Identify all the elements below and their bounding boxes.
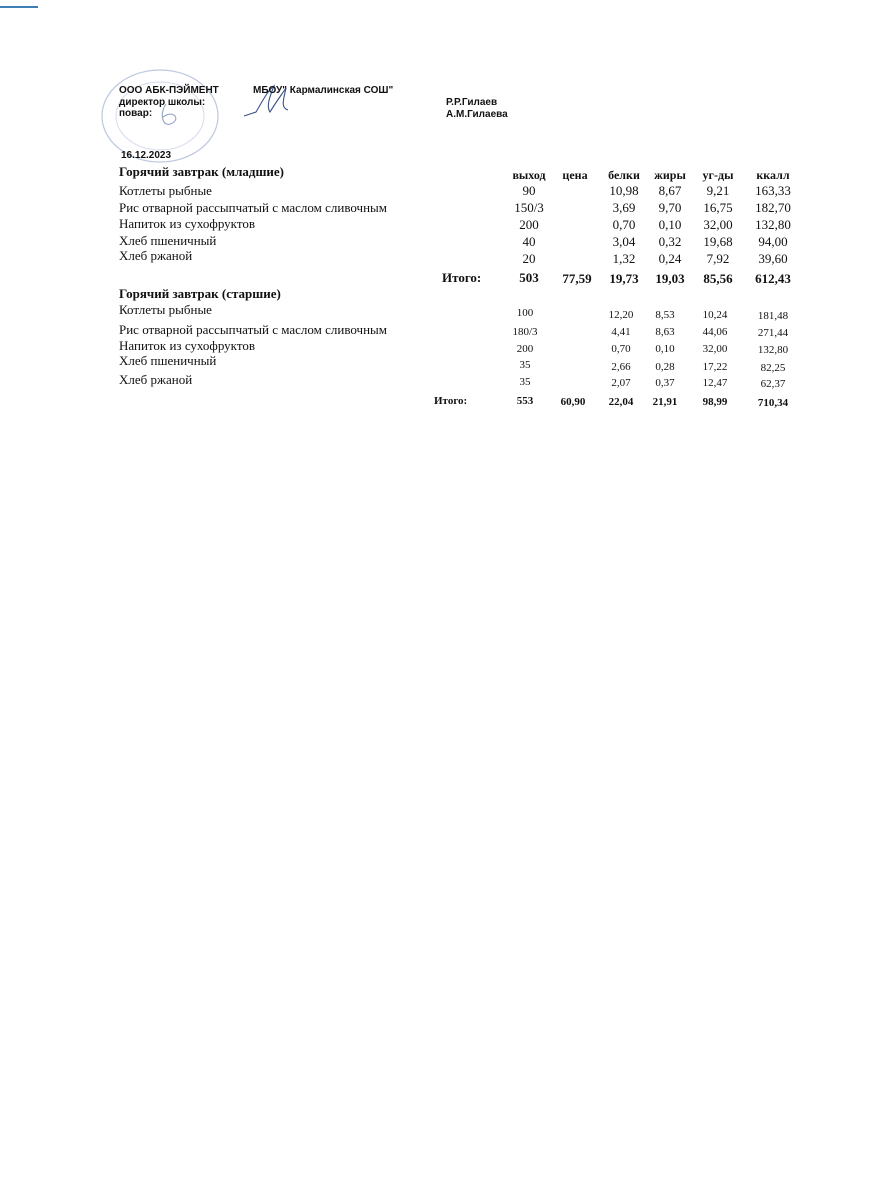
item-output: 35 <box>519 359 531 371</box>
cook-name: А.М.Гилаева <box>446 109 508 120</box>
item-protein: 12,20 <box>608 309 634 321</box>
item-kcal: 39,60 <box>758 251 788 266</box>
item-name: Напиток из сухофруктов <box>119 338 255 353</box>
item-fat: 9,70 <box>658 200 682 215</box>
item-fat: 0,32 <box>658 234 682 249</box>
item-protein: 3,04 <box>612 234 636 249</box>
item-fat: 0,10 <box>655 343 675 355</box>
item-carbs: 32,00 <box>702 343 728 355</box>
menu-date: 16.12.2023 <box>121 150 172 161</box>
total-label: Итого: <box>442 270 482 285</box>
col-header-output: выход <box>512 168 546 182</box>
item-output: 20 <box>522 251 536 266</box>
total-price: 60,90 <box>560 396 586 408</box>
total-label: Итого: <box>434 395 468 407</box>
item-fat: 8,63 <box>655 326 675 338</box>
item-name: Котлеты рыбные <box>119 183 212 198</box>
item-name: Напиток из сухофруктов <box>119 216 255 231</box>
item-kcal: 62,37 <box>760 378 786 390</box>
total-kcal: 612,43 <box>755 271 791 286</box>
total-fat: 21,91 <box>652 396 678 408</box>
col-header-fat: жиры <box>654 168 686 182</box>
item-name: Хлеб пшеничный <box>119 233 217 248</box>
corner-mark <box>0 6 38 8</box>
item-kcal: 132,80 <box>755 217 791 232</box>
director-label: директор школы: <box>119 97 206 108</box>
item-carbs: 19,68 <box>703 234 733 249</box>
total-output: 553 <box>516 395 534 407</box>
item-kcal: 82,25 <box>760 362 786 374</box>
item-kcal: 271,44 <box>757 327 789 339</box>
item-carbs: 10,24 <box>702 309 728 321</box>
item-protein: 2,07 <box>611 377 631 389</box>
col-header-protein: белки <box>608 168 640 182</box>
total-protein: 19,73 <box>609 271 639 286</box>
cook-label: повар: <box>119 108 153 119</box>
item-protein: 0,70 <box>611 343 631 355</box>
item-carbs: 16,75 <box>703 200 733 215</box>
item-name: Хлеб ржаной <box>119 372 193 387</box>
item-protein: 0,70 <box>612 217 636 232</box>
item-protein: 2,66 <box>611 361 631 373</box>
item-carbs: 9,21 <box>706 183 730 198</box>
item-name: Хлеб пшеничный <box>119 353 217 368</box>
item-fat: 0,37 <box>655 377 675 389</box>
item-protein: 4,41 <box>611 326 631 338</box>
item-output: 35 <box>519 376 531 388</box>
total-output: 503 <box>519 270 539 285</box>
item-kcal: 182,70 <box>755 200 791 215</box>
item-output: 40 <box>522 234 536 249</box>
item-name: Рис отварной рассыпчатый с маслом сливочным <box>119 322 388 337</box>
item-protein: 1,32 <box>612 251 636 266</box>
total-carbs: 85,56 <box>703 271 733 286</box>
item-fat: 8,53 <box>655 309 675 321</box>
school-name: МБОУ" Кармалинская СОШ" <box>253 85 394 96</box>
item-kcal: 163,33 <box>755 183 791 198</box>
item-fat: 0,24 <box>658 251 682 266</box>
item-output: 100 <box>516 307 534 319</box>
item-kcal: 181,48 <box>757 310 789 322</box>
item-protein: 3,69 <box>612 200 636 215</box>
item-carbs: 7,92 <box>706 251 730 266</box>
item-fat: 0,10 <box>658 217 682 232</box>
item-fat: 8,67 <box>658 183 682 198</box>
item-carbs: 17,22 <box>702 361 728 373</box>
col-header-kcal: ккалл <box>756 168 790 182</box>
item-output: 200 <box>516 343 534 355</box>
total-fat: 19,03 <box>655 271 685 286</box>
section-title-junior: Горячий завтрак (младшие) <box>119 164 285 179</box>
item-carbs: 32,00 <box>703 217 733 232</box>
item-carbs: 44,06 <box>702 326 728 338</box>
total-kcal: 710,34 <box>757 397 789 409</box>
item-output: 180/3 <box>512 326 538 338</box>
item-output: 150/3 <box>514 200 544 215</box>
col-header-price: цена <box>562 168 588 182</box>
item-kcal: 132,80 <box>757 344 789 356</box>
section-title-senior: Горячий завтрак (старшие) <box>119 286 281 301</box>
director-name: Р.Р.Гилаев <box>446 97 498 108</box>
total-protein: 22,04 <box>608 396 634 408</box>
item-output: 200 <box>519 217 539 232</box>
total-price: 77,59 <box>562 271 592 286</box>
item-fat: 0,28 <box>655 361 675 373</box>
item-carbs: 12,47 <box>702 377 728 389</box>
company-name: ООО АБК-ПЭЙМЕНТ <box>119 85 219 96</box>
col-header-carbs: уг-ды <box>702 168 734 182</box>
item-output: 90 <box>522 183 536 198</box>
item-name: Рис отварной рассыпчатый с маслом сливочным <box>119 200 388 215</box>
item-protein: 10,98 <box>609 183 639 198</box>
item-kcal: 94,00 <box>758 234 788 249</box>
item-name: Котлеты рыбные <box>119 302 212 317</box>
total-carbs: 98,99 <box>702 396 728 408</box>
item-name: Хлеб ржаной <box>119 248 193 263</box>
